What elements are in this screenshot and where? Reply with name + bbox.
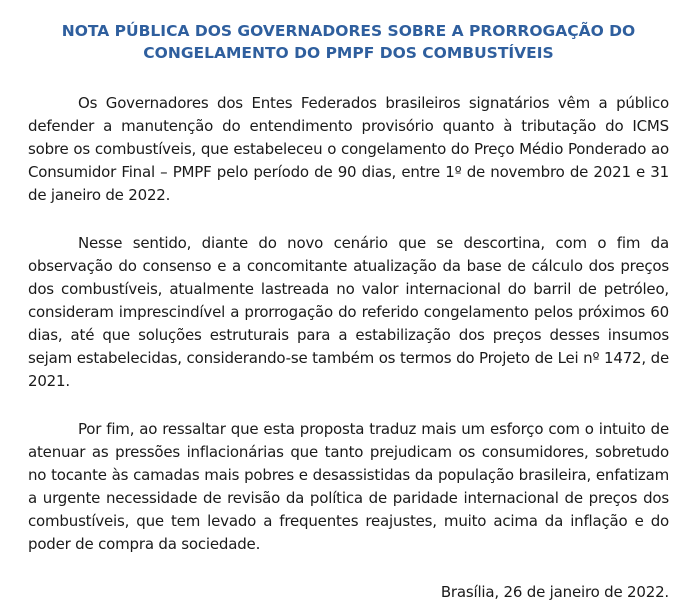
document-body bbox=[28, 92, 669, 556]
paragraph-3: Por fim, ao ressaltar que esta proposta traduz mais um esforço com o intuito de atenuar as pressões inflacionárias que tanto prejudicam os consumidores, sobretudo no tocante às camadas mais pobres e desassistidas da população brasileira, enfatizam a urgente necessidade de revisão da política de paridade internacional de preços dos combustíveis, que tem levado a frequentes reajustes, muito acima da inflação e do poder de compra da sociedade. bbox=[28, 420, 669, 553]
paragraph-2: Nesse sentido, diante do novo cenário que se descortina, com o fim da observação do consenso e a concomitante atualização da base de cálculo dos preços dos combustíveis, atualmente lastreada no valor internacional do barril de petróleo, consideram imprescindível a prorrogação do referido congelamento pelos próximos 60 dias, até que soluções estruturais para a estabilização dos preços desses insumos sejam estabelecidas, considerando-se também os termos do Projeto de Lei nº 1472, de 2021. bbox=[28, 234, 669, 390]
title-line-1: NOTA PÚBLICA DOS GOVERNADORES SOBRE A PRORROGAÇÃO DO bbox=[61, 22, 636, 40]
document-page bbox=[28, 20, 669, 604]
paragraph-1: Os Governadores dos Entes Federados brasileiros signatários vêm a público defender a manutenção do entendimento provisório quanto à tributação do ICMS sobre os combustíveis, que estabeleceu o congelamento do Preço Médio Ponderado ao Consumidor Final – PMPF pelo período de 90 dias, entre 1º de novembro de 2021 e 31 de janeiro de 2022. bbox=[28, 94, 669, 204]
title-line-2: CONGELAMENTO DO PMPF DOS COMBUSTÍVEIS bbox=[143, 44, 554, 62]
document-title bbox=[28, 20, 669, 64]
signature-date: Brasília, 26 de janeiro de 2022. bbox=[440, 583, 669, 601]
